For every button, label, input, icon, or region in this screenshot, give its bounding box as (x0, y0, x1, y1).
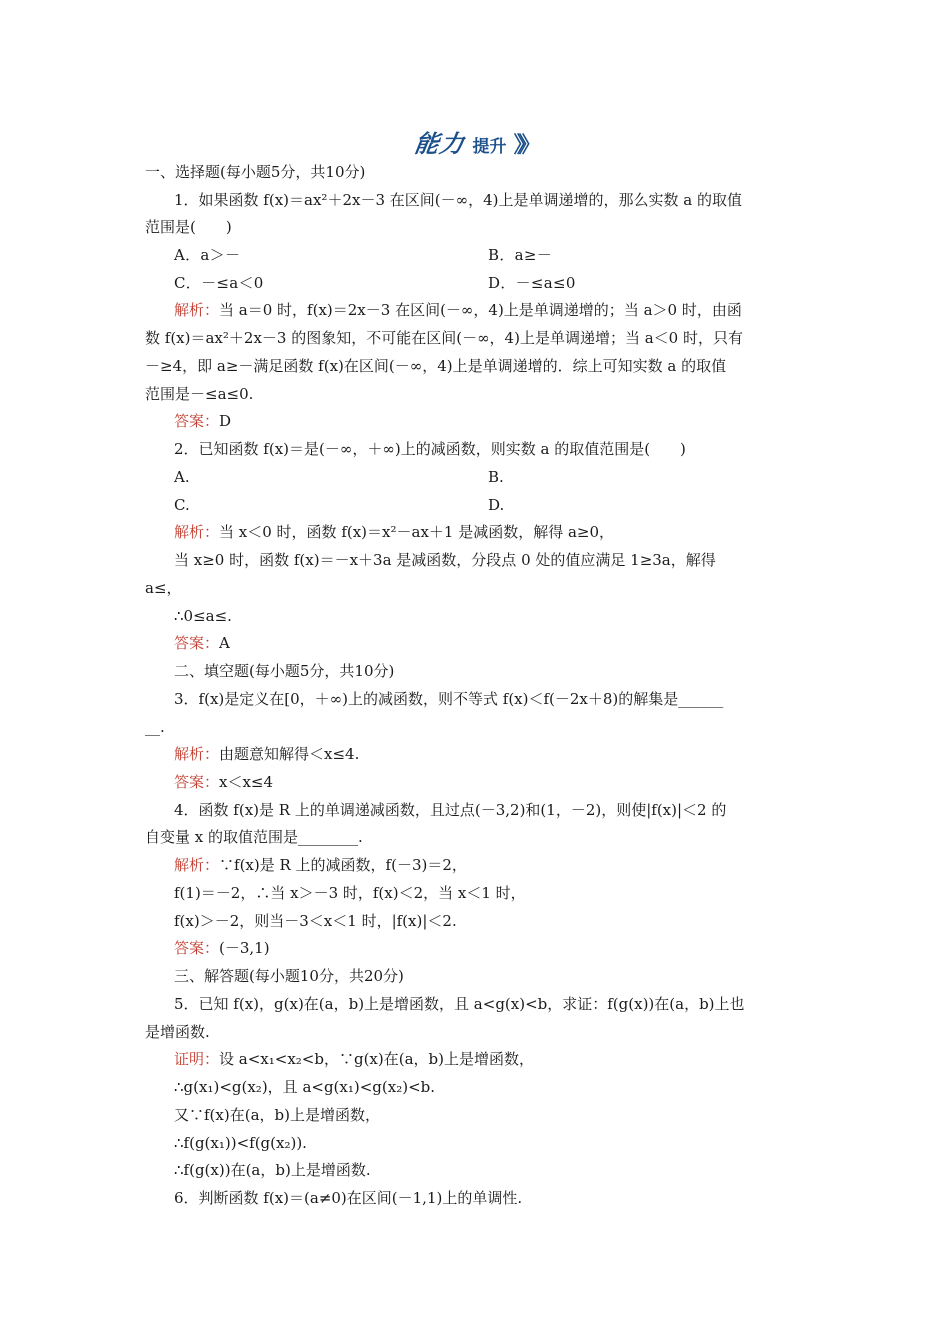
q2-option-a: A. (174, 468, 190, 486)
proof-label: 证明： (174, 1050, 220, 1068)
question-6-text: 6．判断函数 f(x)＝(a≠0)在区间(－1,1)上的单调性. (174, 1189, 523, 1207)
q2-analysis-cont-2: a≤， (145, 579, 182, 597)
q5-proof-cont-1: ∴g(x₁)<g(x₂)，且 a<g(x₁)<g(x₂)<b. (174, 1078, 436, 1096)
analysis-label: 解析： (174, 856, 220, 874)
question-2-text: 2．已知函数 f(x)＝是(－∞，＋∞)上的减函数，则实数 a 的取值范围是( ) (174, 440, 686, 458)
q1-analysis-cont-2: －≥4，即 a≥－满足函数 f(x)在区间(－∞，4)上是单调递增的．综上可知实数 a 的取值 (145, 357, 727, 375)
section-heading-choice: 一、选择题(每小题5分，共10分) (145, 163, 366, 181)
analysis-label: 解析： (174, 745, 220, 763)
analysis-text: 当 x＜0 时，函数 f(x)＝x²－ax＋1 是减函数，解得 a≥0， (219, 523, 615, 541)
q2-analysis-cont-1: 当 x≥0 时，函数 f(x)＝－x＋3a 是减函数，分段点 0 处的值应满足 1≥3a，解得 (174, 551, 716, 569)
answer-text: D (219, 412, 232, 430)
q5-proof-cont-3: ∴f(g(x₁))<f(g(x₂)). (174, 1134, 307, 1152)
question-4-text: 4．函数 f(x)是 R 上的单调递减函数，且过点(－3,2)和(1，－2)，则使|f(x)|＜2 的 (174, 801, 727, 819)
question-4-text-cont: 自变量 x 的取值范围是________. (145, 828, 363, 846)
q2-option-d: D. (488, 496, 505, 514)
q2-option-c: C. (174, 496, 190, 514)
analysis-text: ∵f(x)是 R 上的减函数，f(－3)＝2， (219, 856, 467, 874)
analysis-text: 当 a＝0 时，f(x)＝2x－3 在区间(－∞，4)上是单调递增的；当 a＞0 时，由函 (219, 301, 742, 319)
q2-answer (174, 632, 230, 654)
answer-text: (－3,1) (219, 939, 270, 957)
q4-analysis-cont-2: f(x)＞－2，则当－3＜x＜1 时，|f(x)|＜2. (174, 912, 457, 930)
q1-analysis (174, 299, 742, 321)
question-3-text: 3．f(x)是定义在[0，＋∞)上的减函数，则不等式 f(x)＜f(－2x＋8)的解集是______ (174, 690, 724, 708)
answer-label: 答案： (174, 412, 220, 430)
q2-analysis (174, 521, 614, 543)
q3-analysis (174, 743, 359, 765)
q3-answer (174, 771, 273, 793)
question-1-text-cont: 范围是( ) (145, 218, 232, 236)
question-1-text: 1．如果函数 f(x)＝ax²＋2x－3 在区间(－∞，4)上是单调递增的，那么实数 a 的取值 (174, 191, 742, 209)
answer-text: x＜x≤4 (219, 773, 274, 791)
q1-analysis-cont-1: 数 f(x)＝ax²＋2x－3 的图象知，不可能在区间(－∞，4)上是单调递增；当 a＜0 时，只有 (145, 329, 743, 347)
q1-option-b: B．a≥－ (488, 246, 553, 264)
q5-proof (174, 1048, 534, 1070)
q5-proof-cont-2: 又∵f(x)在(a，b)上是增函数， (174, 1106, 380, 1124)
question-5-text-cont: 是增函数. (145, 1023, 210, 1041)
q2-analysis-cont-3: ∴0≤a≤. (174, 607, 232, 625)
banner-subtitle: 提升 (472, 137, 507, 157)
analysis-text: 由题意知解得＜x≤4. (219, 745, 360, 763)
answer-label: 答案： (174, 939, 220, 957)
answer-label: 答案： (174, 634, 220, 652)
answer-text: A (219, 634, 230, 652)
section-heading-solve: 三、解答题(每小题10分，共20分) (174, 967, 404, 985)
q4-answer (174, 937, 270, 959)
analysis-label: 解析： (174, 523, 220, 541)
q4-analysis (174, 854, 467, 876)
section-heading-fill: 二、填空题(每小题5分，共10分) (174, 662, 395, 680)
q1-answer (174, 410, 231, 432)
section-banner (0, 124, 950, 159)
question-3-text-cont: __. (145, 718, 165, 736)
q2-option-b: B. (488, 468, 504, 486)
q1-analysis-cont-3: 范围是－≤a≤0. (145, 385, 254, 403)
proof-text: 设 a<x₁<x₂<b，∵g(x)在(a，b)上是增函数， (219, 1050, 534, 1068)
answer-label: 答案： (174, 773, 220, 791)
q1-option-d: D．－≤a≤0 (488, 274, 576, 292)
question-5-text: 5．已知 f(x)，g(x)在(a，b)上是增函数，且 a<g(x)<b，求证：f(g(x))在(a，b)上也 (174, 995, 745, 1013)
q5-proof-cont-4: ∴f(g(x))在(a，b)上是增函数. (174, 1161, 371, 1179)
q4-analysis-cont-1: f(1)＝－2，∴当 x＞－3 时，f(x)＜2，当 x＜1 时， (174, 884, 526, 902)
analysis-label: 解析： (174, 301, 220, 319)
q1-option-a: A．a＞－ (174, 246, 241, 264)
double-chevron-icon: 》》 (513, 133, 535, 158)
banner-title: 能力 (413, 130, 468, 158)
q1-option-c: C．－≤a＜0 (174, 274, 264, 292)
